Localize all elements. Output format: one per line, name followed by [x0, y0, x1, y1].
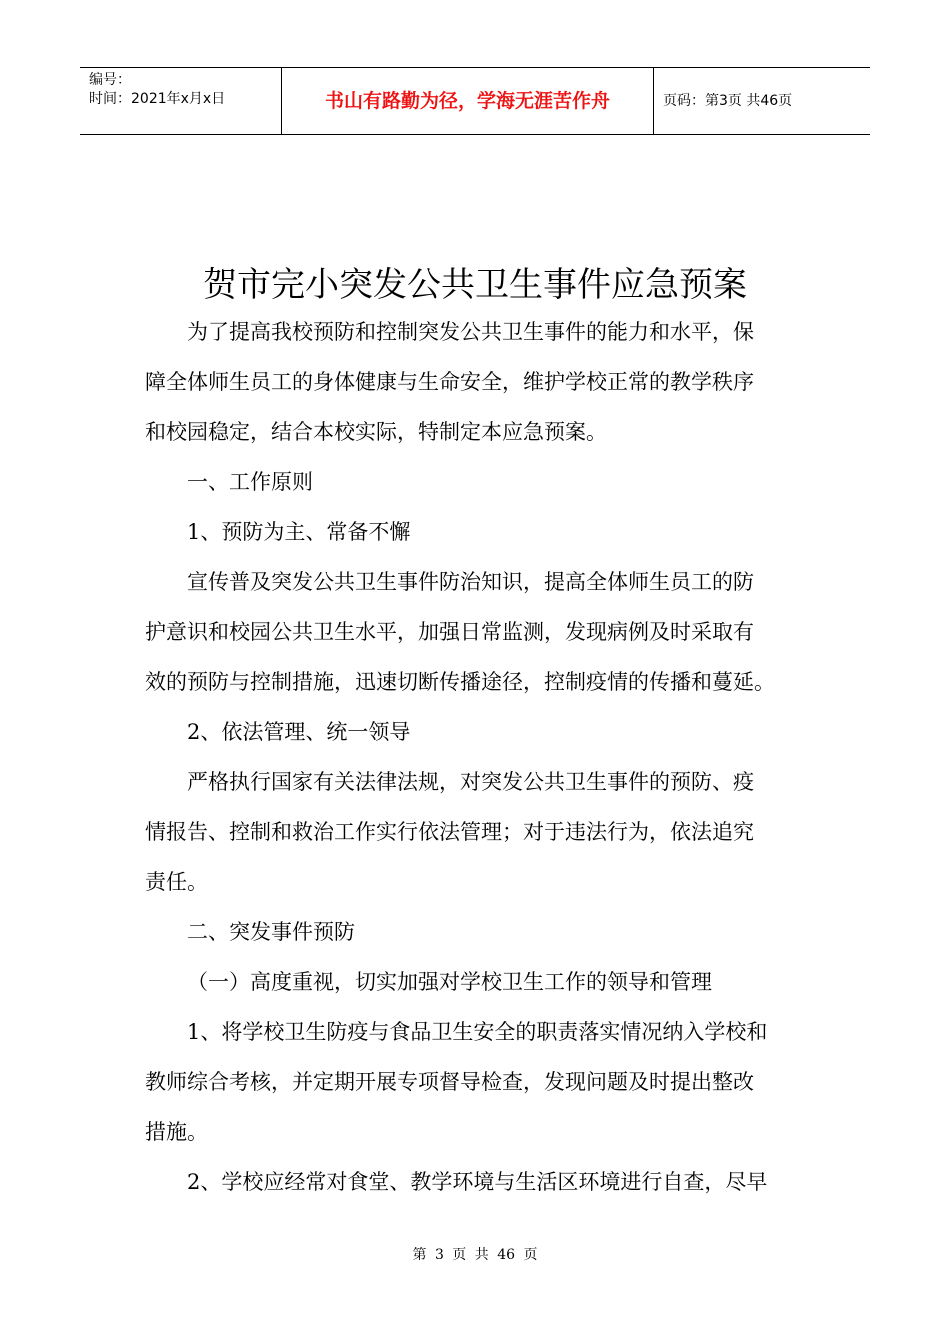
body-line: 责任。	[145, 870, 208, 894]
body-line: 教师综合考核，并定期开展专项督导检查，发现问题及时提出整改	[145, 1070, 754, 1094]
body-line: 1、将学校卫生防疫与食品卫生安全的职责落实情况纳入学校和	[187, 1020, 768, 1044]
body-line: 护意识和校园公共卫生水平，加强日常监测，发现病例及时采取有	[145, 620, 754, 644]
subsection-heading: 2、依法管理、统一领导	[187, 720, 411, 744]
body-line: 效的预防与控制措施，迅速切断传播途径，控制疫情的传播和蔓延。	[145, 670, 775, 694]
body-line: 措施。	[145, 1120, 208, 1144]
body-line: 严格执行国家有关法律法规，对突发公共卫生事件的预防、疫	[187, 770, 754, 794]
body-line: 为了提高我校预防和控制突发公共卫生事件的能力和水平，保	[187, 320, 754, 344]
document-title: 贺市完小突发公共卫生事件应急预案	[203, 265, 747, 305]
body-line: 2、学校应经常对食堂、教学环境与生活区环境进行自查，尽早	[187, 1170, 768, 1194]
time-label: 时间：2021年x月x日	[89, 91, 226, 107]
section-heading: 二、突发事件预防	[187, 920, 355, 944]
subsection-heading: 1、预防为主、常备不懈	[187, 520, 411, 544]
header-motto: 书山有路勤为径，学海无涯苦作舟	[282, 68, 654, 134]
header-page-info: 页码：第3页 共46页	[663, 93, 793, 109]
section-heading: 一、工作原则	[187, 470, 313, 494]
number-label: 编号：	[89, 72, 131, 88]
body-line: 宣传普及突发公共卫生事件防治知识，提高全体师生员工的防	[187, 570, 754, 594]
body-line: 情报告、控制和救治工作实行依法管理；对于违法行为，依法追究	[145, 820, 754, 844]
body-line: 障全体师生员工的身体健康与生命安全，维护学校正常的教学秩序	[145, 370, 754, 394]
body-line: 和校园稳定，结合本校实际，特制定本应急预案。	[145, 420, 607, 444]
subsection-heading: （一）高度重视，切实加强对学校卫生工作的领导和管理	[187, 970, 712, 994]
document-header	[80, 67, 870, 135]
page-footer: 第 3 页 共 46 页	[412, 1247, 538, 1263]
header-meta-cell	[80, 68, 282, 134]
